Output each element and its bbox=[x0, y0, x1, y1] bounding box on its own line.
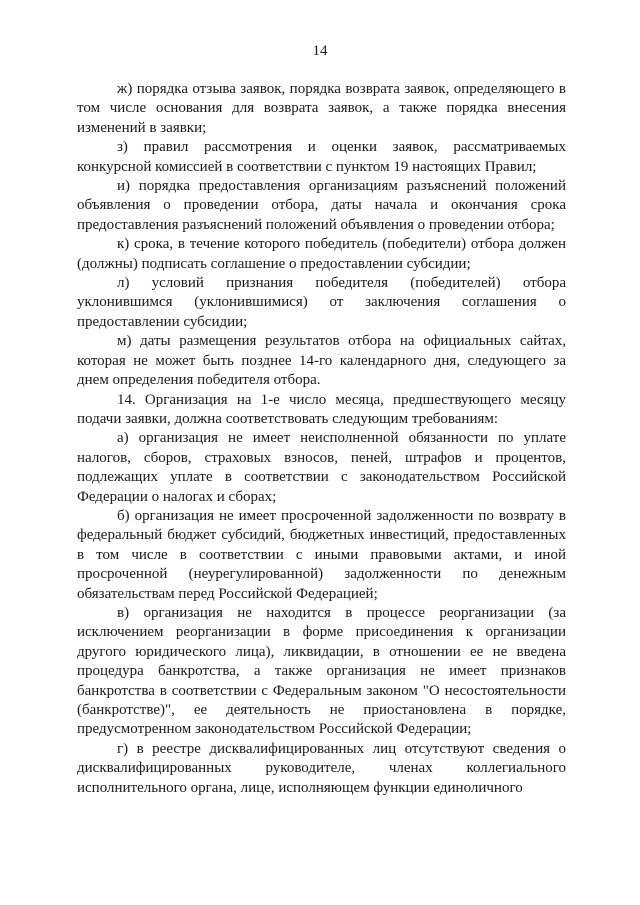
paragraph-v: в) организация не находится в процессе реорганизации (за исключением реорганизации в форме присоединения к организации другого юридического лица), ликвидации, в отношении ее не введена процедура банкротства, а также организация не имеет признаков банкротства в соответствии с Федеральным законом "О несостоятельности (банкротстве)", ее деятельность не приостановлена в порядке, предусмотренном законодательством Российской Федерации; bbox=[77, 604, 566, 738]
paragraph-l: л) условий признания победителя (победителей) отбора уклонившимся (уклонившимися) от заключения соглашения о предоставлении субсидии; bbox=[77, 275, 566, 330]
document-body bbox=[77, 80, 566, 798]
paragraph-a: а) организация не имеет неисполненной обязанности по уплате налогов, сборов, страховых взносов, пеней, штрафов и процентов, подлежащих уплате в соответствии с законодательством Российской Федерации о налогах и сборах; bbox=[77, 430, 566, 505]
paragraph-b: б) организация не имеет просроченной задолженности по возврату в федеральный бюджет субсидий, бюджетных инвестиций, предоставленных в том числе в соответствии с иными правовыми актами, и иной просроченной (неурегулированной) задолженности по денежным обязательствам перед Российской Федерацией; bbox=[77, 507, 566, 602]
paragraph-section-14: 14. Организация на 1-е число месяца, предшествующего месяцу подачи заявки, должна соответствовать следующим требованиям: bbox=[77, 391, 566, 427]
paragraph-k: к) срока, в течение которого победитель (победители) отбора должен (должны) подписать соглашение о предоставлении субсидии; bbox=[77, 236, 566, 272]
paragraph-m: м) даты размещения результатов отбора на официальных сайтах, которая не может быть позднее 14-го календарного дня, следующего за днем определения победителя отбора. bbox=[77, 333, 566, 389]
paragraph-z: з) правил рассмотрения и оценки заявок, рассматриваемых конкурсной комиссией в соответствии с пунктом 19 настоящих Правил; bbox=[77, 139, 566, 175]
paragraph-zh: ж) порядка отзыва заявок, порядка возврата заявок, определяющего в том числе основания для возврата заявок, а также порядка внесения изменений в заявки; bbox=[77, 81, 566, 136]
paragraph-i: и) порядка предоставления организациям разъяснений положений объявления о проведении отбора, даты начала и окончания срока предоставления разъяснений положений объявления о проведении отбора; bbox=[77, 178, 566, 233]
page-number: 14 bbox=[312, 43, 328, 59]
paragraph-g: г) в реестре дисквалифицированных лиц отсутствуют сведения о дисквалифицированных руководителе, членах коллегиального исполнительного органа, лице, исполняющем функции единоличного bbox=[77, 740, 566, 796]
